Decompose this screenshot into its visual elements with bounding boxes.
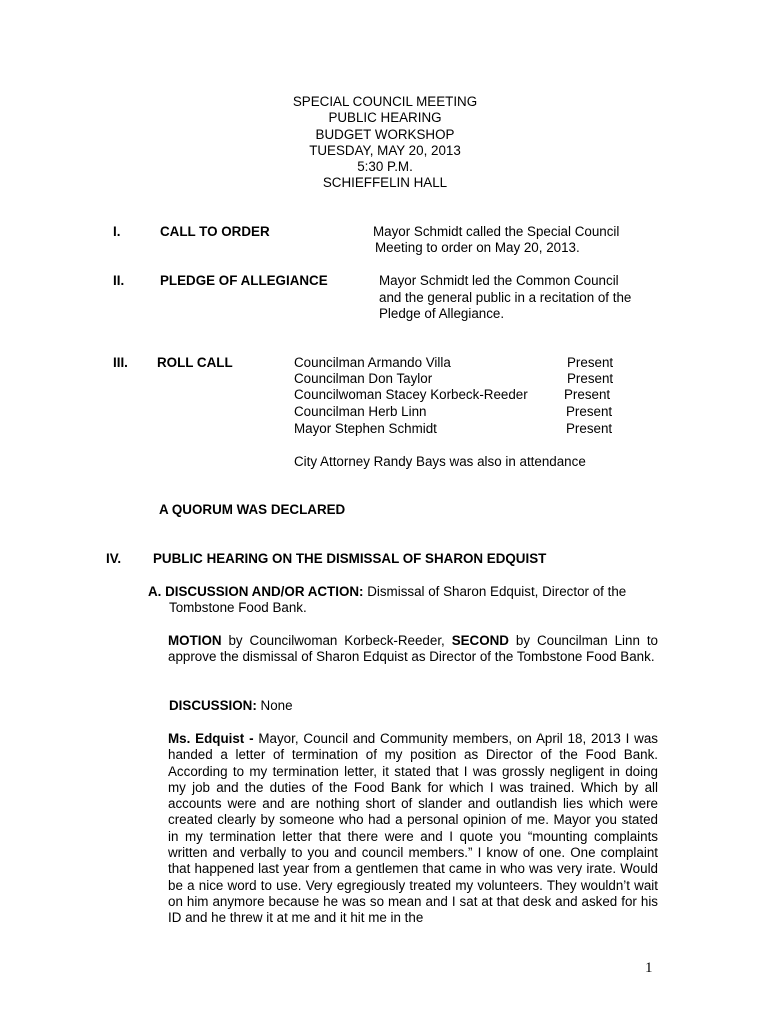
quorum-statement: A QUORUM WAS DECLARED bbox=[159, 502, 346, 517]
meeting-header bbox=[0, 94, 770, 192]
roll-call-name: Councilman Don Taylor bbox=[294, 371, 433, 386]
item-description: Meeting to order on May 20, 2013. bbox=[375, 240, 580, 255]
motion-text: by Councilwoman Korbeck-Reeder, bbox=[221, 633, 452, 648]
item-number: I. bbox=[113, 224, 121, 239]
item-description: Mayor Schmidt led the Common Council bbox=[379, 273, 619, 288]
roll-call-name: Councilman Armando Villa bbox=[294, 355, 451, 370]
discussion-text: None bbox=[256, 698, 293, 713]
attendance-note: City Attorney Randy Bays was also in attendance bbox=[294, 454, 586, 469]
item-number: II. bbox=[113, 273, 125, 288]
speaker-label: Ms. Edquist - bbox=[168, 731, 254, 746]
header-line: SPECIAL COUNCIL MEETING bbox=[292, 94, 478, 109]
sub-item-text: Tombstone Food Bank. bbox=[169, 600, 307, 615]
motion-label: MOTION bbox=[168, 633, 222, 648]
roll-call-status: Present bbox=[564, 387, 611, 402]
header-line: BUDGET WORKSHOP bbox=[315, 126, 455, 142]
sub-item-a bbox=[148, 584, 626, 600]
item-number: IV. bbox=[106, 551, 122, 566]
page-number: 1 bbox=[645, 960, 653, 976]
item-title: PLEDGE OF ALLEGIANCE bbox=[160, 273, 328, 288]
discussion-line bbox=[169, 698, 293, 714]
roll-call-name: Councilman Herb Linn bbox=[294, 404, 427, 419]
motion-text: by Councilman Linn to approve the dismissal of Sharon Edquist as Director of the Tombstone Food Bank. bbox=[168, 633, 658, 665]
header-line: SCHIEFFELIN HALL bbox=[322, 175, 448, 191]
item-number: III. bbox=[113, 355, 128, 370]
discussion-label: DISCUSSION: bbox=[169, 698, 257, 713]
motion-paragraph bbox=[168, 633, 658, 666]
item-title: PUBLIC HEARING ON THE DISMISSAL OF SHARON EDQUIST bbox=[153, 551, 547, 566]
speaker-paragraph bbox=[168, 731, 658, 927]
speaker-text: Mayor, Council and Community members, on April 18, 2013 I was handed a letter of termination of my position as Director of the Food Bank. According to my termination letter, it stated that I was grossly negligent in doing my job and the duties of the Food Bank for which I was trained. Which by all accounts were and are nothing short of slander and outlandish lies which were created clearly by someone who had a personal opinion of me. Mayor you stated in my termination letter that there were and I quote you “mounting complaints written and verbally to you and council members.” I know of one. One complaint that happened last year from a gentlemen that came in who was very irate. Would be a nice word to use. Very egregiously treated my volunteers. They wouldn’t wait on him anymore because he was so mean and I sat at that desk and asked for his ID and he threw it at me and it hit me in the bbox=[168, 731, 658, 926]
sub-item-label: A. DISCUSSION AND/OR ACTION: bbox=[148, 584, 364, 599]
roll-call-status: Present bbox=[567, 355, 614, 370]
roll-call-status: Present bbox=[567, 371, 614, 386]
roll-call-status: Present bbox=[566, 421, 613, 436]
roll-call-name: Mayor Stephen Schmidt bbox=[294, 421, 437, 436]
roll-call-name: Councilwoman Stacey Korbeck-Reeder bbox=[294, 387, 528, 402]
header-line: 5:30 P.M. bbox=[357, 159, 413, 175]
item-description: and the general public in a recitation of the bbox=[379, 290, 632, 305]
item-description: Pledge of Allegiance. bbox=[379, 306, 505, 321]
header-line: TUESDAY, MAY 20, 2013 bbox=[309, 142, 461, 158]
second-label: SECOND bbox=[451, 633, 509, 648]
header-line: PUBLIC HEARING bbox=[328, 110, 442, 126]
sub-item-text: Dismissal of Sharon Edquist, Director of the bbox=[363, 584, 627, 599]
item-description: Mayor Schmidt called the Special Council bbox=[373, 224, 620, 239]
roll-call-status: Present bbox=[566, 404, 613, 419]
item-title: ROLL CALL bbox=[157, 355, 233, 370]
item-title: CALL TO ORDER bbox=[160, 224, 270, 239]
